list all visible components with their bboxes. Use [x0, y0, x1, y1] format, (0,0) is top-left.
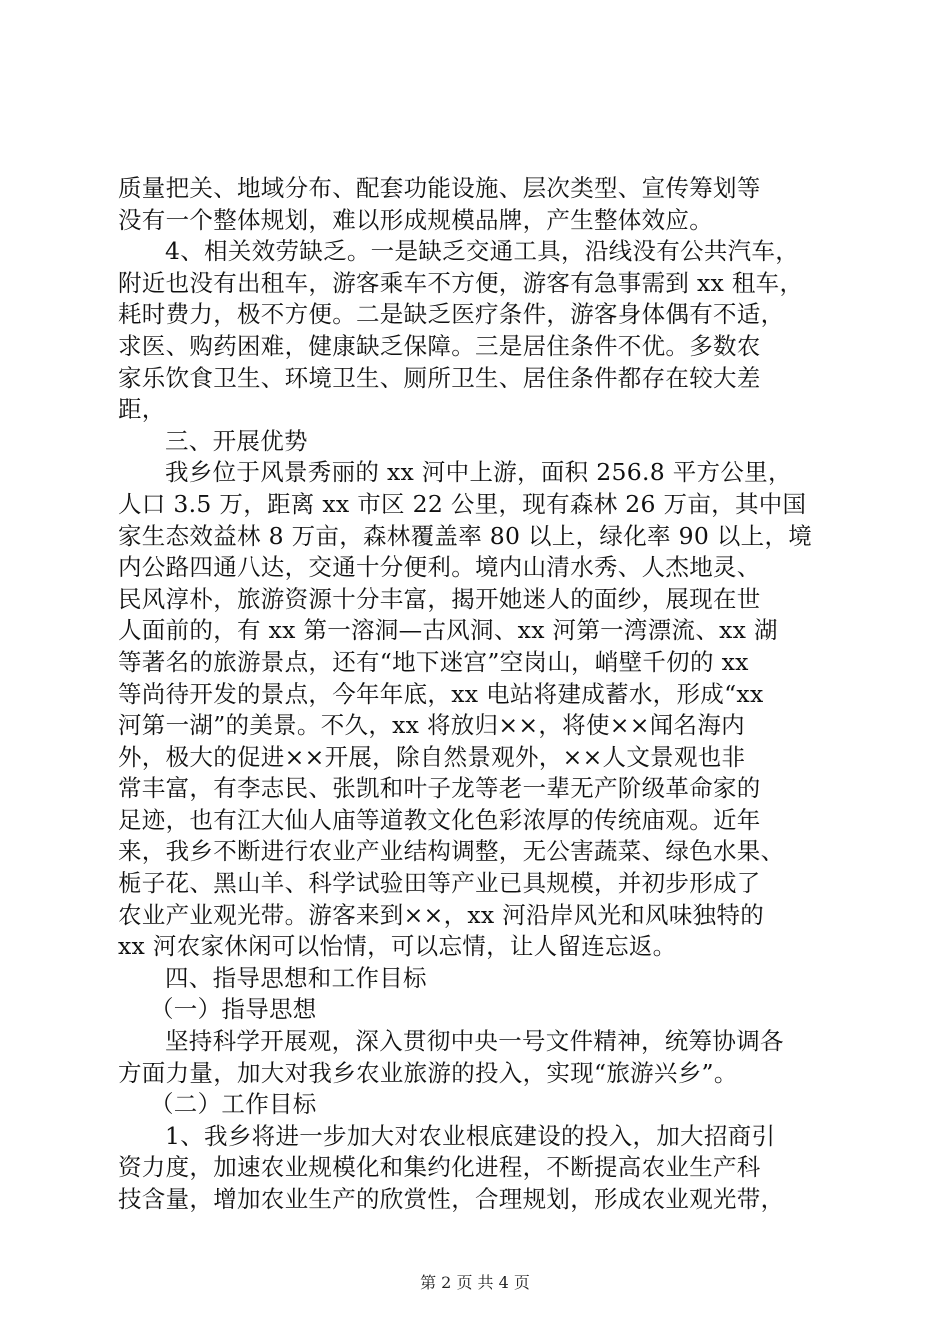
text-line: 家生态效益林 8 万亩，森林覆盖率 80 以上，绿化率 90 以上，境 [118, 521, 813, 550]
subsection-heading: （二）工作目标 [150, 1090, 317, 1119]
text-line: 1、我乡将进一步加大对农业根底建设的投入，加大招商引 [165, 1121, 776, 1150]
text-line: 等著名的旅游景点，还有“地下迷宫”空岗山，峭壁千仞的 xx [118, 647, 749, 676]
text-line: 4、相关效劳缺乏。一是缺乏交通工具，沿线没有公共汽车， [165, 237, 800, 266]
text-line: 资力度，加速农业规模化和集约化进程，不断提高农业生产科 [118, 1153, 761, 1182]
text-line: 技含量，增加农业生产的欣赏性，合理规划，形成农业观光带， [118, 1185, 785, 1213]
section-heading: 三、开展优势 [165, 426, 308, 455]
section-heading: 四、指导思想和工作目标 [165, 963, 427, 992]
subsection-heading: （一）指导思想 [150, 995, 317, 1024]
text-line: 外，极大的促进××开展，除自然景观外，××人文景观也非 [118, 742, 746, 771]
text-line: 距， [118, 395, 166, 424]
page-number-footer: 第 2 页 共 4 页 [420, 1273, 530, 1292]
text-line: 坚持科学开展观，深入贯彻中央一号文件精神，统筹协调各 [165, 1027, 784, 1056]
text-line: 等尚待开发的景点，今年年底，xx 电站将建成蓄水，形成“xx [118, 679, 764, 708]
text-line: 常丰富，有李志民、张凯和叶子龙等老一辈无产阶级革命家的 [118, 774, 761, 803]
text-line: 求医、购药困难，健康缺乏保障。三是居住条件不优。多数农 [118, 331, 761, 360]
document-body [118, 173, 838, 1216]
text-line: 质量把关、地域分布、配套功能设施、层次类型、宣传筹划等 [118, 174, 761, 202]
text-line: 人口 3.5 万，距离 xx 市区 22 公里，现有森林 26 万亩，其中国 [118, 489, 807, 518]
text-line: 来，我乡不断进行农业产业结构调整，无公害蔬菜、绿色水果、 [118, 837, 785, 866]
text-line: 家乐饮食卫生、环境卫生、厕所卫生、居住条件都存在较大差 [118, 363, 761, 392]
text-line: 没有一个整体规划，难以形成规模品牌，产生整体效应。 [118, 205, 713, 234]
text-line: 河第一湖”的美景。不久，xx 将放归××，将使××闻名海内 [118, 711, 745, 740]
text-line: 足迹，也有江大仙人庙等道教文化色彩浓厚的传统庙观。近年 [118, 805, 761, 834]
text-line: 我乡位于风景秀丽的 xx 河中上游，面积 256.8 平方公里， [165, 458, 792, 487]
text-line: 栀子花、黑山羊、科学试验田等产业已具规模，并初步形成了 [118, 869, 761, 898]
text-line: 农业产业观光带。游客来到××，xx 河沿岸风光和风味独特的 [118, 900, 765, 929]
text-line: 民风淳朴，旅游资源十分丰富，揭开她迷人的面纱，展现在世 [118, 584, 761, 613]
text-line: 附近也没有出租车，游客乘车不方便，游客有急事需到 xx 租车， [118, 268, 804, 297]
text-line: 方面力量，加大对我乡农业旅游的投入，实现“旅游兴乡”。 [118, 1058, 738, 1087]
text-line: xx 河农家休闲可以怡情，可以忘情，让人留连忘返。 [118, 932, 677, 961]
text-line: 内公路四通八达，交通十分便利。境内山清水秀、人杰地灵、 [118, 553, 761, 582]
text-line: 耗时费力，极不方便。二是缺乏医疗条件，游客身体偶有不适， [118, 300, 785, 329]
text-line: 人面前的，有 xx 第一溶洞—古风洞、xx 河第一湾漂流、xx 湖 [118, 616, 778, 645]
